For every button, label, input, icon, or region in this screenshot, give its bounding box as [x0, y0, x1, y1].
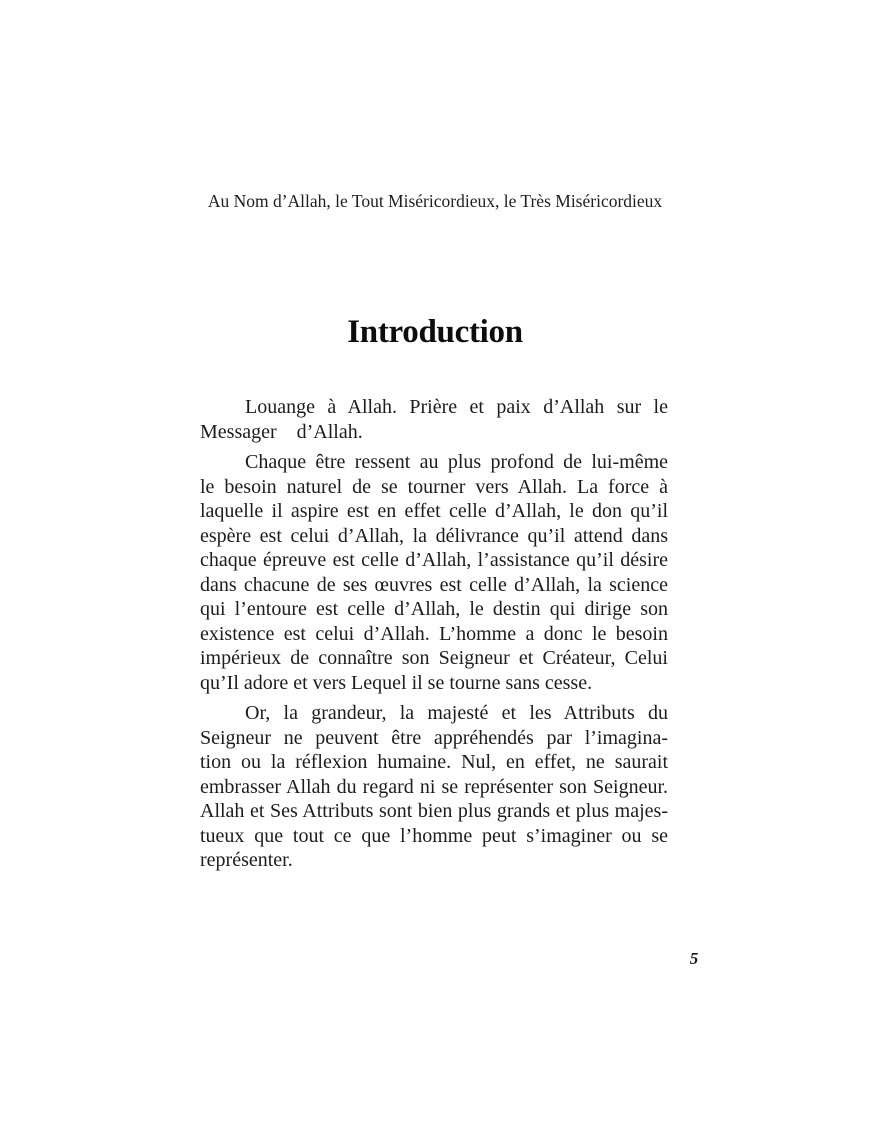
- text-line: chaque épreuve est celle d’Allah, l’assistance qu’il désire: [200, 549, 668, 571]
- text-line: Louange à Allah. Prière et paix d’Allah sur le: [245, 396, 668, 418]
- paragraph-2: [200, 450, 668, 695]
- body-text: [200, 395, 668, 873]
- text-line: dans chacune de ses œuvres est celle d’Allah, la science: [200, 573, 668, 596]
- text-line: Or, la grandeur, la majesté et les Attributs du: [245, 702, 668, 724]
- text-line: impérieux de connaître son Seigneur et Créateur, Celui: [200, 647, 668, 669]
- text-line: qu’Il adore et vers Lequel il se tourne sans cesse.: [200, 671, 593, 694]
- text-line: Allah et Ses Attributs sont bien plus grands et plus majes-: [200, 800, 668, 822]
- text-line: tion ou la réflexion humaine. Nul, en effet, ne saurait: [200, 751, 668, 773]
- paragraph-3: [200, 701, 668, 873]
- text-line: tueux que tout ce que l’homme peut s’imaginer ou se: [200, 824, 668, 847]
- text-line: Chaque être ressent au plus profond de lui-même: [245, 451, 668, 473]
- text-line: le besoin naturel de se tourner vers Allah. La force à: [200, 475, 668, 498]
- chapter-title: Introduction: [347, 314, 523, 350]
- basmala-header: Au Nom d’Allah, le Tout Miséricordieux, le Très Miséricordieux: [207, 191, 663, 211]
- text-line: espère est celui d’Allah, la délivrance qu’il attend dans: [200, 524, 668, 547]
- text-line: existence est celui d’Allah. L’homme a donc le besoin: [200, 622, 668, 645]
- page-number: 5: [689, 949, 699, 968]
- text-line: Messager d’Allah.: [200, 420, 363, 443]
- text-line: représenter.: [200, 849, 293, 871]
- text-line: embrasser Allah du regard ni se représenter son Seigneur.: [200, 775, 668, 798]
- text-line: laquelle il aspire est en effet celle d’Allah, le don qu’il: [200, 500, 668, 522]
- paragraph-1: [200, 395, 668, 444]
- text-line: qui l’entoure est celle d’Allah, le destin qui dirige son: [200, 598, 668, 620]
- text-line: Seigneur ne peuvent être appréhendés par l’imagina-: [200, 726, 668, 749]
